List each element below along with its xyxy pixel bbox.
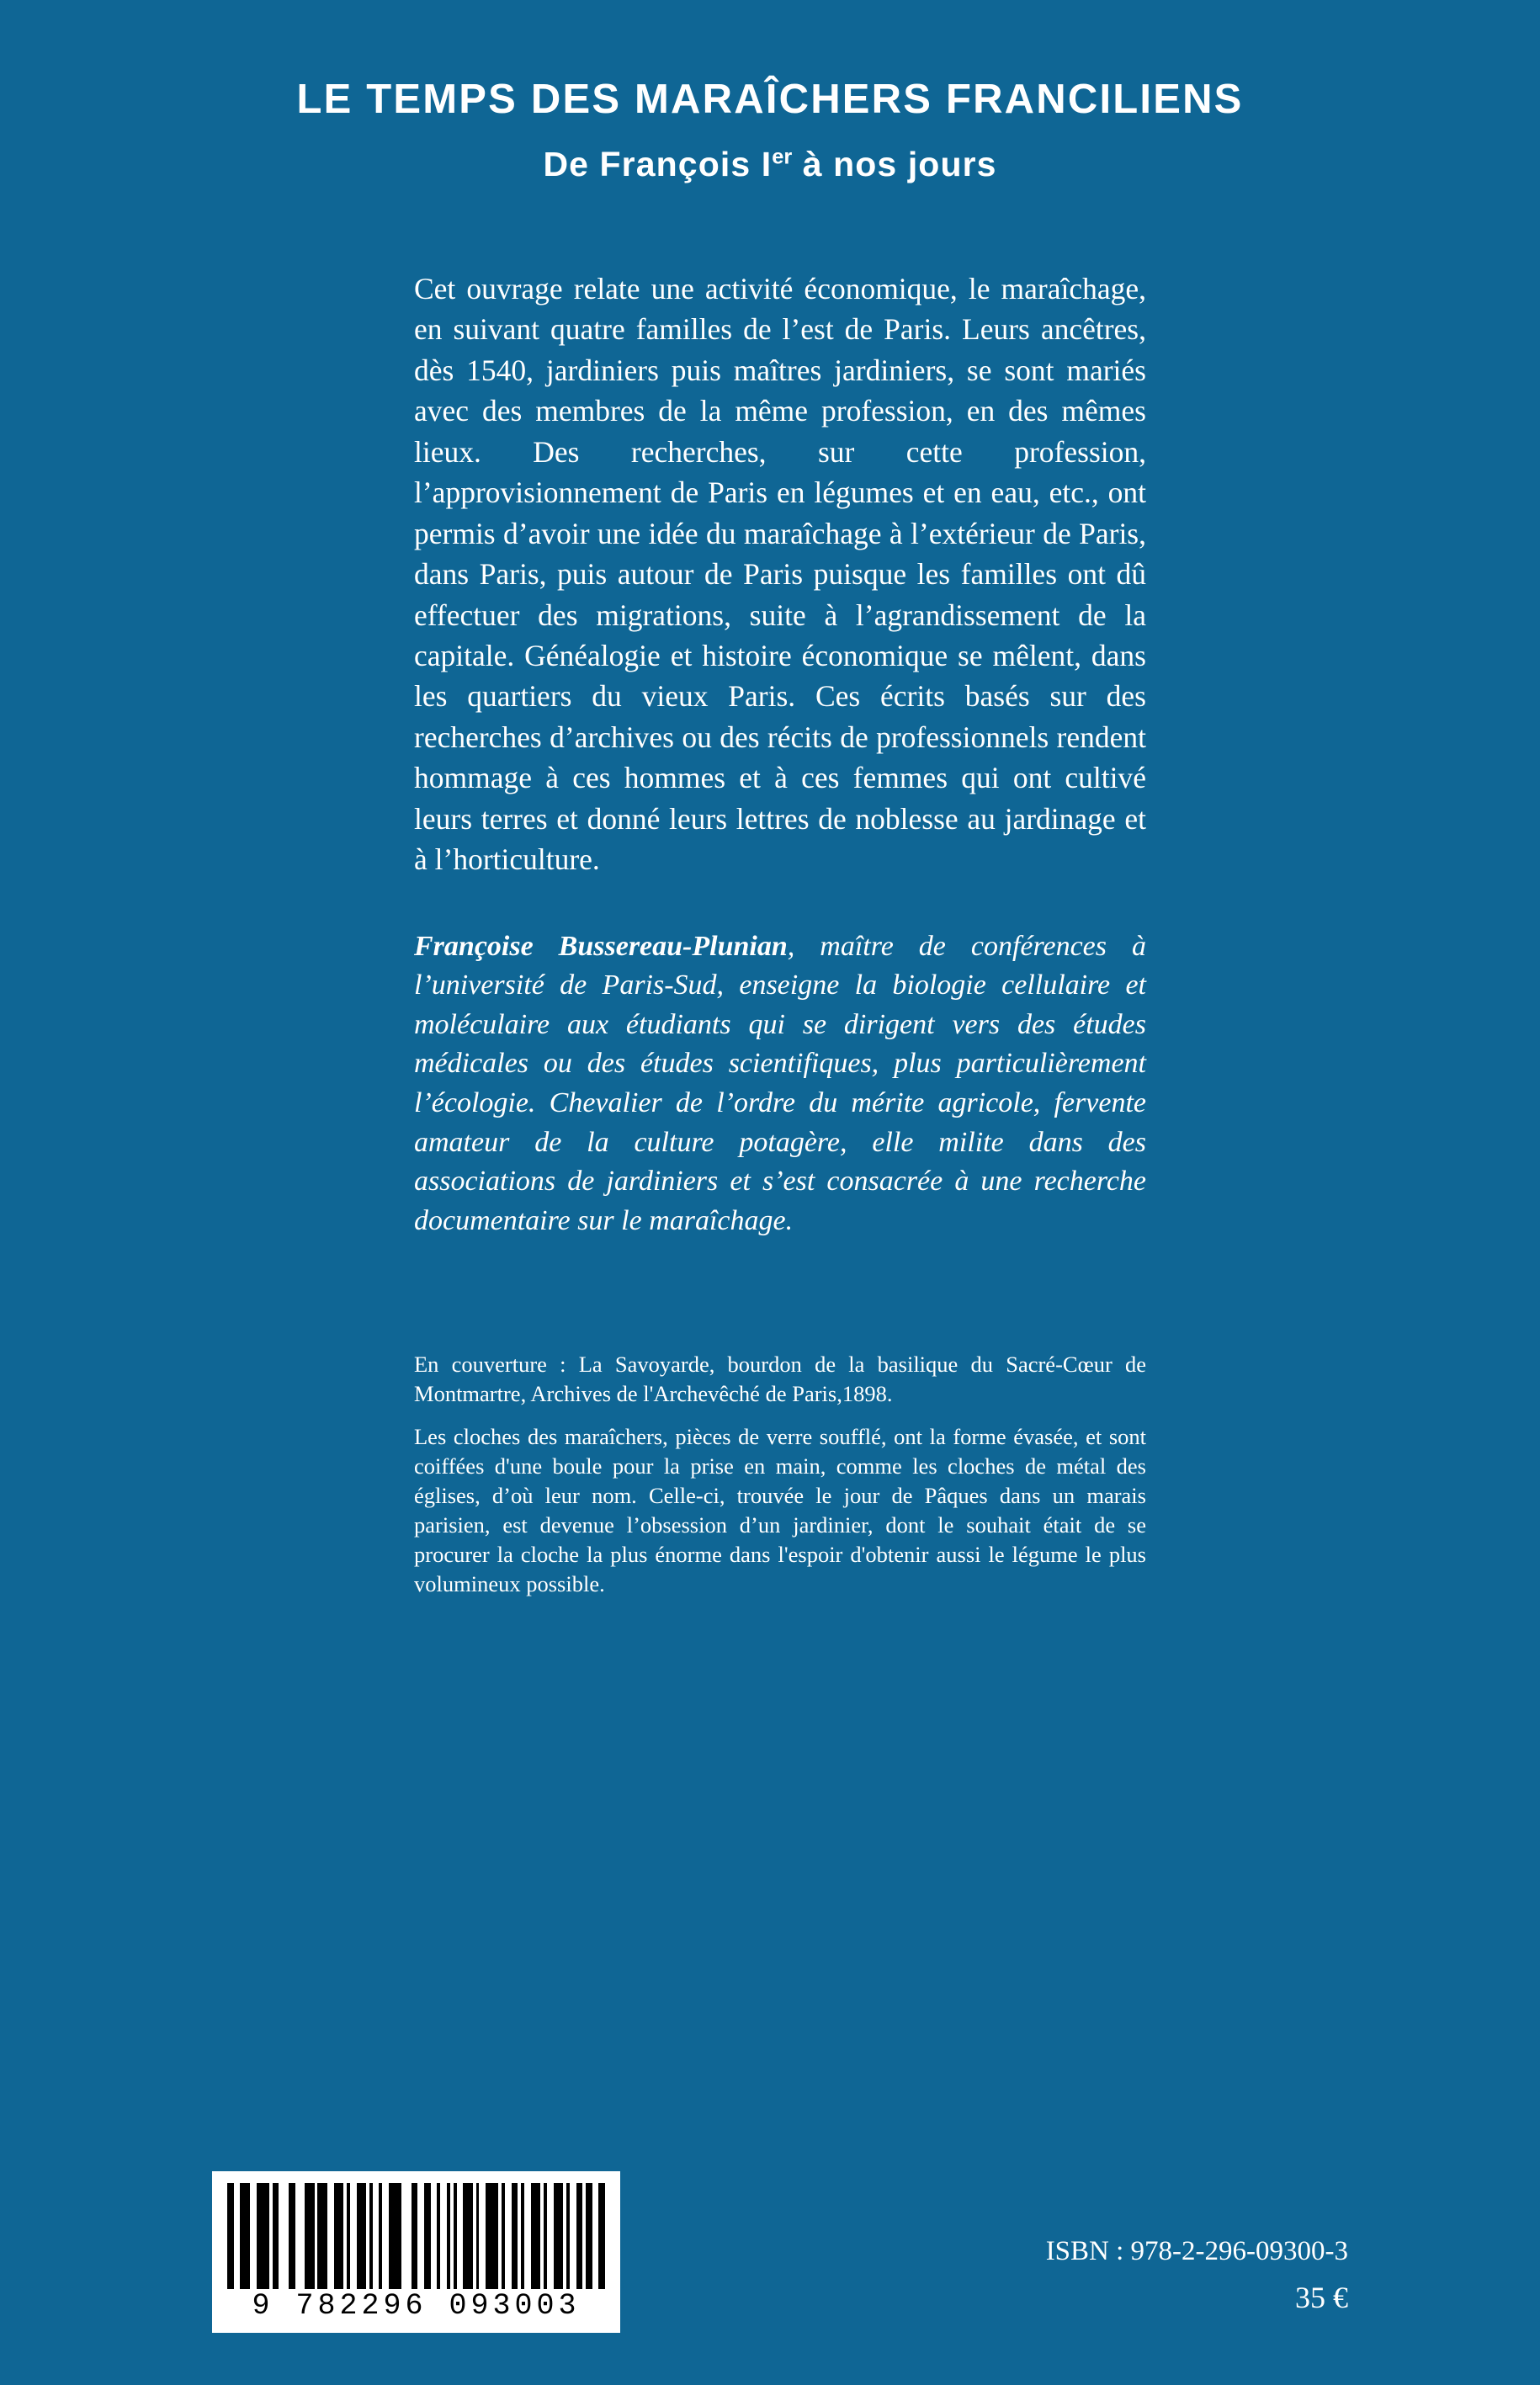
price-text: 35 €	[1295, 2280, 1348, 2314]
isbn-text: ISBN : 978-2-296-09300-3	[1045, 2235, 1348, 2266]
footer	[0, 2107, 1540, 2385]
title-block	[0, 77, 1540, 184]
blurb-paragraph: Cet ouvrage relate une activité économique, le maraîchage, en suivant quatre familles de l’est de Paris. Leurs ancêtres, dès 1540, jardiniers puis maîtres jardiniers, se sont mariés avec des membres de la même profession, en des mêmes lieux. Des recherches, sur cette profession, l’approvisionnement de Paris en légumes et en eau, etc., ont permis d’avoir une idée du maraîchage à l’extérieur de Paris, dans Paris, puis autour de Paris puisque les familles ont dû effectuer des migrations, suite à l’agrandissement de la capitale. Généalogie et histoire économique se mêlent, dans les quartiers du vieux Paris. Ces écrits basés sur des recherches d’archives ou des récits de professionnels rendent hommage à ces hommes et à ces femmes qui ont cultivé leurs terres et donné leurs lettres de noblesse au jardinage et à l’horticulture.	[414, 271, 1146, 877]
author-bio	[414, 927, 1146, 1241]
page-subtitle	[0, 145, 1540, 184]
barcode-digits: 9 782296 093003	[252, 2289, 581, 2323]
subtitle-prefix: De François I	[543, 144, 773, 183]
cloche-note: Les cloches des maraîchers, pièces de verre soufflé, ont la forme évasée, et sont coiffées d'une boule pour la prise en main, comme les cloches de métal des églises, d’où leur nom. Celle-ci, trouvée le jour de Pâques dans un marais parisien, est devenue l’obsession d’un jardinier, dont le souhait était de se procurer la cloche la plus énorme dans l'espoir d'obtenir aussi le légume le plus volumineux possible.	[414, 1424, 1146, 1597]
page-title: LE TEMPS DES MARAÎCHERS FRANCILIENS	[296, 77, 1244, 122]
isbn-block	[1046, 2232, 1348, 2319]
cover-credit-note: En couverture : La Savoyarde, bourdon de la basilique du Sacré-Cœur de Montmartre, Archives de l'Archevêché de Paris,1898.	[414, 1352, 1146, 1407]
subtitle-superscript: er	[772, 145, 793, 169]
barcode	[212, 2171, 620, 2333]
subtitle-suffix: à nos jours	[792, 144, 997, 183]
author-bio-text: , maître de conférences à l’université de Paris-Sud, enseigne la biologie cellulaire et moléculaire aux étudiants qui se dirigent vers des études médicales ou des études scientifiques, plus particulièrement l’écologie. Chevalier de l’ordre du mérite agricole, fervente amateur de la culture potagère, elle milite dans des associations de jardiniers et s’est consacrée à une recherche documentaire sur le maraîchage.	[414, 930, 1147, 1236]
barcode-bars	[227, 2183, 605, 2289]
content-column	[202, 268, 1338, 1599]
notes-block	[414, 1350, 1146, 1599]
author-name: Françoise Bussereau-Plunian	[414, 930, 788, 962]
